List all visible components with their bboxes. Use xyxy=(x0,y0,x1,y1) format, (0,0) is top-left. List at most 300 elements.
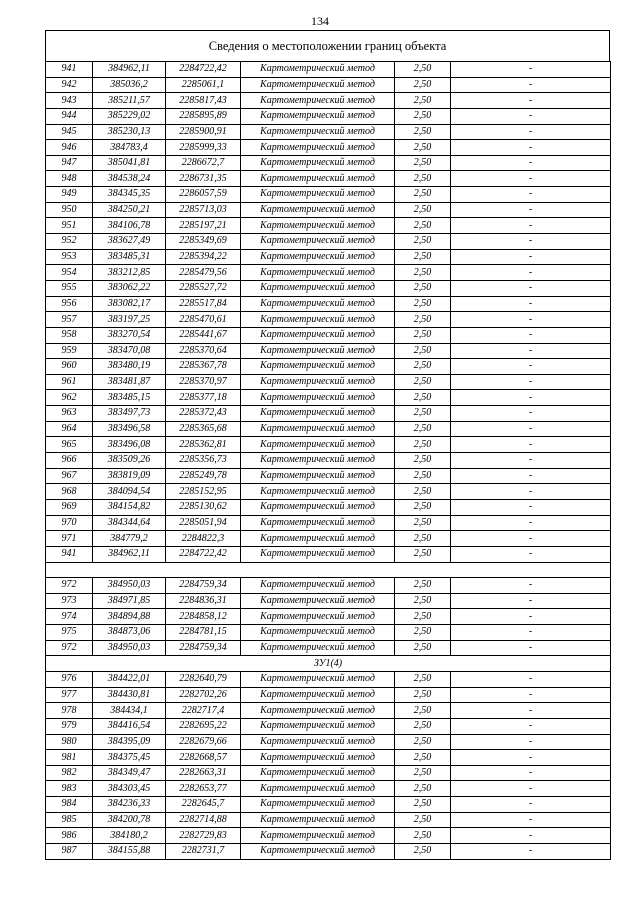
x-coordinate-cell: 385229,02 xyxy=(93,108,166,124)
table-row xyxy=(46,218,611,234)
accuracy-cell: 2,50 xyxy=(395,593,451,609)
x-coordinate-cell: 384106,78 xyxy=(93,218,166,234)
table-row xyxy=(46,687,611,703)
method-cell: Картометрический метод xyxy=(241,218,395,234)
table-row xyxy=(46,453,611,469)
table-row xyxy=(46,546,611,562)
table-row xyxy=(46,468,611,484)
method-cell: Картометрический метод xyxy=(241,515,395,531)
description-cell: - xyxy=(451,234,611,250)
y-coordinate-cell: 2282668,57 xyxy=(166,750,241,766)
table-row xyxy=(46,828,611,844)
accuracy-cell: 2,50 xyxy=(395,578,451,594)
method-cell: Картометрический метод xyxy=(241,531,395,547)
method-cell: Картометрический метод xyxy=(241,77,395,93)
point-number-cell: 986 xyxy=(46,828,93,844)
x-coordinate-cell: 384375,45 xyxy=(93,750,166,766)
x-coordinate-cell: 383480,19 xyxy=(93,359,166,375)
accuracy-cell: 2,50 xyxy=(395,797,451,813)
x-coordinate-cell: 383819,09 xyxy=(93,468,166,484)
point-number-cell: 945 xyxy=(46,124,93,140)
point-number-cell: 982 xyxy=(46,765,93,781)
method-cell: Картометрический метод xyxy=(241,62,395,78)
y-coordinate-cell: 2285249,78 xyxy=(166,468,241,484)
boundary-sheet xyxy=(45,30,610,860)
description-cell: - xyxy=(451,124,611,140)
y-coordinate-cell: 2284781,15 xyxy=(166,625,241,641)
accuracy-cell: 2,50 xyxy=(395,155,451,171)
y-coordinate-cell: 2282663,31 xyxy=(166,765,241,781)
accuracy-cell: 2,50 xyxy=(395,218,451,234)
method-cell: Картометрический метод xyxy=(241,374,395,390)
description-cell: - xyxy=(451,781,611,797)
point-number-cell: 942 xyxy=(46,77,93,93)
table-row xyxy=(46,593,611,609)
point-number-cell: 978 xyxy=(46,703,93,719)
description-cell: - xyxy=(451,734,611,750)
accuracy-cell: 2,50 xyxy=(395,546,451,562)
table-row xyxy=(46,781,611,797)
method-cell: Картометрический метод xyxy=(241,484,395,500)
method-cell: Картометрический метод xyxy=(241,359,395,375)
accuracy-cell: 2,50 xyxy=(395,327,451,343)
x-coordinate-cell: 384416,54 xyxy=(93,718,166,734)
accuracy-cell: 2,50 xyxy=(395,249,451,265)
description-cell: - xyxy=(451,77,611,93)
blank-cell xyxy=(46,562,611,578)
x-coordinate-cell: 383082,17 xyxy=(93,296,166,312)
y-coordinate-cell: 2285152,95 xyxy=(166,484,241,500)
method-cell: Картометрический метод xyxy=(241,312,395,328)
method-cell: Картометрический метод xyxy=(241,93,395,109)
accuracy-cell: 2,50 xyxy=(395,734,451,750)
method-cell: Картометрический метод xyxy=(241,781,395,797)
y-coordinate-cell: 2286672,7 xyxy=(166,155,241,171)
table-row xyxy=(46,797,611,813)
y-coordinate-cell: 2285356,73 xyxy=(166,453,241,469)
y-coordinate-cell: 2285367,78 xyxy=(166,359,241,375)
x-coordinate-cell: 383496,08 xyxy=(93,437,166,453)
y-coordinate-cell: 2282695,22 xyxy=(166,718,241,734)
description-cell: - xyxy=(451,625,611,641)
method-cell: Картометрический метод xyxy=(241,124,395,140)
x-coordinate-cell: 384971,85 xyxy=(93,593,166,609)
method-cell: Картометрический метод xyxy=(241,750,395,766)
description-cell: - xyxy=(451,140,611,156)
description-cell: - xyxy=(451,593,611,609)
method-cell: Картометрический метод xyxy=(241,155,395,171)
method-cell: Картометрический метод xyxy=(241,202,395,218)
table-header-title: Сведения о местоположении границ объекта xyxy=(45,30,610,61)
method-cell: Картометрический метод xyxy=(241,171,395,187)
accuracy-cell: 2,50 xyxy=(395,453,451,469)
accuracy-cell: 2,50 xyxy=(395,296,451,312)
x-coordinate-cell: 384422,01 xyxy=(93,671,166,687)
accuracy-cell: 2,50 xyxy=(395,625,451,641)
method-cell: Картометрический метод xyxy=(241,703,395,719)
point-number-cell: 971 xyxy=(46,531,93,547)
table-row xyxy=(46,703,611,719)
table-row xyxy=(46,750,611,766)
table-row xyxy=(46,124,611,140)
description-cell: - xyxy=(451,62,611,78)
x-coordinate-cell: 384236,33 xyxy=(93,797,166,813)
y-coordinate-cell: 2285527,72 xyxy=(166,280,241,296)
accuracy-cell: 2,50 xyxy=(395,812,451,828)
description-cell: - xyxy=(451,671,611,687)
accuracy-cell: 2,50 xyxy=(395,280,451,296)
point-number-cell: 959 xyxy=(46,343,93,359)
description-cell: - xyxy=(451,187,611,203)
accuracy-cell: 2,50 xyxy=(395,718,451,734)
point-number-cell: 973 xyxy=(46,593,93,609)
point-number-cell: 946 xyxy=(46,140,93,156)
accuracy-cell: 2,50 xyxy=(395,202,451,218)
y-coordinate-cell: 2285370,64 xyxy=(166,343,241,359)
x-coordinate-cell: 384345,35 xyxy=(93,187,166,203)
table-row xyxy=(46,234,611,250)
table-row xyxy=(46,515,611,531)
y-coordinate-cell: 2285441,67 xyxy=(166,327,241,343)
description-cell: - xyxy=(451,812,611,828)
x-coordinate-cell: 384950,03 xyxy=(93,578,166,594)
point-number-cell: 954 xyxy=(46,265,93,281)
method-cell: Картометрический метод xyxy=(241,140,395,156)
x-coordinate-cell: 384430,81 xyxy=(93,687,166,703)
point-number-cell: 948 xyxy=(46,171,93,187)
description-cell: - xyxy=(451,437,611,453)
x-coordinate-cell: 384303,45 xyxy=(93,781,166,797)
y-coordinate-cell: 2285349,69 xyxy=(166,234,241,250)
y-coordinate-cell: 2282645,7 xyxy=(166,797,241,813)
accuracy-cell: 2,50 xyxy=(395,406,451,422)
accuracy-cell: 2,50 xyxy=(395,468,451,484)
x-coordinate-cell: 384395,09 xyxy=(93,734,166,750)
table-row xyxy=(46,390,611,406)
table-row xyxy=(46,140,611,156)
y-coordinate-cell: 2285470,61 xyxy=(166,312,241,328)
y-coordinate-cell: 2285999,33 xyxy=(166,140,241,156)
method-cell: Картометрический метод xyxy=(241,187,395,203)
accuracy-cell: 2,50 xyxy=(395,640,451,656)
method-cell: Картометрический метод xyxy=(241,609,395,625)
accuracy-cell: 2,50 xyxy=(395,421,451,437)
method-cell: Картометрический метод xyxy=(241,765,395,781)
y-coordinate-cell: 2284836,31 xyxy=(166,593,241,609)
y-coordinate-cell: 2284722,42 xyxy=(166,546,241,562)
table-row xyxy=(46,437,611,453)
x-coordinate-cell: 384434,1 xyxy=(93,703,166,719)
accuracy-cell: 2,50 xyxy=(395,234,451,250)
x-coordinate-cell: 385036,2 xyxy=(93,77,166,93)
point-number-cell: 965 xyxy=(46,437,93,453)
blank-separator-row xyxy=(46,562,611,578)
point-number-cell: 964 xyxy=(46,421,93,437)
table-row xyxy=(46,765,611,781)
y-coordinate-cell: 2282731,7 xyxy=(166,844,241,860)
y-coordinate-cell: 2285377,18 xyxy=(166,390,241,406)
description-cell: - xyxy=(451,546,611,562)
table-row xyxy=(46,609,611,625)
point-number-cell: 943 xyxy=(46,93,93,109)
y-coordinate-cell: 2285517,84 xyxy=(166,296,241,312)
y-coordinate-cell: 2282729,83 xyxy=(166,828,241,844)
table-row xyxy=(46,249,611,265)
description-cell: - xyxy=(451,108,611,124)
accuracy-cell: 2,50 xyxy=(395,265,451,281)
description-cell: - xyxy=(451,531,611,547)
y-coordinate-cell: 2285365,68 xyxy=(166,421,241,437)
point-number-cell: 979 xyxy=(46,718,93,734)
description-cell: - xyxy=(451,687,611,703)
x-coordinate-cell: 383485,15 xyxy=(93,390,166,406)
description-cell: - xyxy=(451,202,611,218)
y-coordinate-cell: 2284759,34 xyxy=(166,640,241,656)
description-cell: - xyxy=(451,343,611,359)
x-coordinate-cell: 384873,06 xyxy=(93,625,166,641)
y-coordinate-cell: 2285900,91 xyxy=(166,124,241,140)
description-cell: - xyxy=(451,640,611,656)
table-row xyxy=(46,265,611,281)
section-label-row xyxy=(46,656,611,672)
description-cell: - xyxy=(451,765,611,781)
y-coordinate-cell: 2282640,79 xyxy=(166,671,241,687)
x-coordinate-cell: 383212,85 xyxy=(93,265,166,281)
accuracy-cell: 2,50 xyxy=(395,187,451,203)
description-cell: - xyxy=(451,578,611,594)
point-number-cell: 969 xyxy=(46,499,93,515)
x-coordinate-cell: 385041,81 xyxy=(93,155,166,171)
point-number-cell: 952 xyxy=(46,234,93,250)
x-coordinate-cell: 384094,54 xyxy=(93,484,166,500)
method-cell: Картометрический метод xyxy=(241,546,395,562)
x-coordinate-cell: 384962,11 xyxy=(93,62,166,78)
table-row xyxy=(46,531,611,547)
accuracy-cell: 2,50 xyxy=(395,312,451,328)
method-cell: Картометрический метод xyxy=(241,108,395,124)
point-number-cell: 958 xyxy=(46,327,93,343)
method-cell: Картометрический метод xyxy=(241,390,395,406)
table-row xyxy=(46,155,611,171)
x-coordinate-cell: 384538,24 xyxy=(93,171,166,187)
description-cell: - xyxy=(451,155,611,171)
method-cell: Картометрический метод xyxy=(241,499,395,515)
method-cell: Картометрический метод xyxy=(241,296,395,312)
point-number-cell: 981 xyxy=(46,750,93,766)
y-coordinate-cell: 2282679,66 xyxy=(166,734,241,750)
table-row xyxy=(46,734,611,750)
y-coordinate-cell: 2284822,3 xyxy=(166,531,241,547)
point-number-cell: 963 xyxy=(46,406,93,422)
x-coordinate-cell: 383270,54 xyxy=(93,327,166,343)
method-cell: Картометрический метод xyxy=(241,234,395,250)
accuracy-cell: 2,50 xyxy=(395,671,451,687)
description-cell: - xyxy=(451,797,611,813)
description-cell: - xyxy=(451,218,611,234)
section-label: ЗУ1(4) xyxy=(46,656,611,672)
y-coordinate-cell: 2285130,62 xyxy=(166,499,241,515)
table-row xyxy=(46,578,611,594)
accuracy-cell: 2,50 xyxy=(395,687,451,703)
point-number-cell: 972 xyxy=(46,578,93,594)
method-cell: Картометрический метод xyxy=(241,327,395,343)
y-coordinate-cell: 2285394,22 xyxy=(166,249,241,265)
point-number-cell: 950 xyxy=(46,202,93,218)
point-number-cell: 972 xyxy=(46,640,93,656)
table-row xyxy=(46,77,611,93)
y-coordinate-cell: 2285197,21 xyxy=(166,218,241,234)
table-row xyxy=(46,187,611,203)
method-cell: Картометрический метод xyxy=(241,421,395,437)
accuracy-cell: 2,50 xyxy=(395,93,451,109)
method-cell: Картометрический метод xyxy=(241,343,395,359)
description-cell: - xyxy=(451,844,611,860)
description-cell: - xyxy=(451,374,611,390)
point-number-cell: 980 xyxy=(46,734,93,750)
table-row xyxy=(46,93,611,109)
point-number-cell: 983 xyxy=(46,781,93,797)
table-row xyxy=(46,327,611,343)
method-cell: Картометрический метод xyxy=(241,797,395,813)
point-number-cell: 947 xyxy=(46,155,93,171)
page-number: 134 xyxy=(311,14,329,28)
point-number-cell: 974 xyxy=(46,609,93,625)
table-row xyxy=(46,343,611,359)
y-coordinate-cell: 2285370,97 xyxy=(166,374,241,390)
x-coordinate-cell: 384154,82 xyxy=(93,499,166,515)
x-coordinate-cell: 383509,26 xyxy=(93,453,166,469)
x-coordinate-cell: 383497,73 xyxy=(93,406,166,422)
method-cell: Картометрический метод xyxy=(241,453,395,469)
accuracy-cell: 2,50 xyxy=(395,750,451,766)
y-coordinate-cell: 2285895,89 xyxy=(166,108,241,124)
method-cell: Картометрический метод xyxy=(241,734,395,750)
point-number-cell: 951 xyxy=(46,218,93,234)
y-coordinate-cell: 2285372,43 xyxy=(166,406,241,422)
method-cell: Картометрический метод xyxy=(241,280,395,296)
y-coordinate-cell: 2282717,4 xyxy=(166,703,241,719)
table-row xyxy=(46,625,611,641)
x-coordinate-cell: 384250,21 xyxy=(93,202,166,218)
point-number-cell: 985 xyxy=(46,812,93,828)
y-coordinate-cell: 2282653,77 xyxy=(166,781,241,797)
y-coordinate-cell: 2282714,88 xyxy=(166,812,241,828)
table-row xyxy=(46,421,611,437)
accuracy-cell: 2,50 xyxy=(395,108,451,124)
y-coordinate-cell: 2284722,42 xyxy=(166,62,241,78)
x-coordinate-cell: 384344,64 xyxy=(93,515,166,531)
x-coordinate-cell: 383485,31 xyxy=(93,249,166,265)
point-number-cell: 987 xyxy=(46,844,93,860)
description-cell: - xyxy=(451,421,611,437)
description-cell: - xyxy=(451,484,611,500)
y-coordinate-cell: 2285362,81 xyxy=(166,437,241,453)
y-coordinate-cell: 2284759,34 xyxy=(166,578,241,594)
point-number-cell: 960 xyxy=(46,359,93,375)
accuracy-cell: 2,50 xyxy=(395,828,451,844)
description-cell: - xyxy=(451,390,611,406)
description-cell: - xyxy=(451,312,611,328)
table-row xyxy=(46,312,611,328)
table-row xyxy=(46,812,611,828)
table-row xyxy=(46,406,611,422)
point-number-cell: 941 xyxy=(46,546,93,562)
method-cell: Картометрический метод xyxy=(241,265,395,281)
x-coordinate-cell: 384200,78 xyxy=(93,812,166,828)
description-cell: - xyxy=(451,718,611,734)
method-cell: Картометрический метод xyxy=(241,625,395,641)
table-row xyxy=(46,499,611,515)
method-cell: Картометрический метод xyxy=(241,578,395,594)
table-row xyxy=(46,640,611,656)
method-cell: Картометрический метод xyxy=(241,828,395,844)
x-coordinate-cell: 383470,08 xyxy=(93,343,166,359)
method-cell: Картометрический метод xyxy=(241,437,395,453)
point-number-cell: 984 xyxy=(46,797,93,813)
point-number-cell: 962 xyxy=(46,390,93,406)
accuracy-cell: 2,50 xyxy=(395,437,451,453)
x-coordinate-cell: 383496,58 xyxy=(93,421,166,437)
point-number-cell: 967 xyxy=(46,468,93,484)
x-coordinate-cell: 384155,88 xyxy=(93,844,166,860)
x-coordinate-cell: 384962,11 xyxy=(93,546,166,562)
accuracy-cell: 2,50 xyxy=(395,390,451,406)
y-coordinate-cell: 2285817,43 xyxy=(166,93,241,109)
accuracy-cell: 2,50 xyxy=(395,140,451,156)
table-row xyxy=(46,62,611,78)
description-cell: - xyxy=(451,468,611,484)
table-row xyxy=(46,359,611,375)
accuracy-cell: 2,50 xyxy=(395,77,451,93)
method-cell: Картометрический метод xyxy=(241,593,395,609)
point-number-cell: 976 xyxy=(46,671,93,687)
y-coordinate-cell: 2282702,26 xyxy=(166,687,241,703)
x-coordinate-cell: 384180,2 xyxy=(93,828,166,844)
description-cell: - xyxy=(451,499,611,515)
accuracy-cell: 2,50 xyxy=(395,765,451,781)
accuracy-cell: 2,50 xyxy=(395,62,451,78)
method-cell: Картометрический метод xyxy=(241,812,395,828)
description-cell: - xyxy=(451,406,611,422)
point-number-cell: 941 xyxy=(46,62,93,78)
x-coordinate-cell: 385230,13 xyxy=(93,124,166,140)
x-coordinate-cell: 384783,4 xyxy=(93,140,166,156)
description-cell: - xyxy=(451,453,611,469)
x-coordinate-cell: 385211,57 xyxy=(93,93,166,109)
point-number-cell: 968 xyxy=(46,484,93,500)
description-cell: - xyxy=(451,359,611,375)
method-cell: Картометрический метод xyxy=(241,671,395,687)
description-cell: - xyxy=(451,327,611,343)
point-number-cell: 966 xyxy=(46,453,93,469)
accuracy-cell: 2,50 xyxy=(395,359,451,375)
accuracy-cell: 2,50 xyxy=(395,844,451,860)
accuracy-cell: 2,50 xyxy=(395,171,451,187)
point-number-cell: 949 xyxy=(46,187,93,203)
y-coordinate-cell: 2286057,59 xyxy=(166,187,241,203)
point-number-cell: 953 xyxy=(46,249,93,265)
point-number-cell: 956 xyxy=(46,296,93,312)
y-coordinate-cell: 2285051,94 xyxy=(166,515,241,531)
accuracy-cell: 2,50 xyxy=(395,515,451,531)
point-number-cell: 961 xyxy=(46,374,93,390)
table-row xyxy=(46,374,611,390)
description-cell: - xyxy=(451,750,611,766)
method-cell: Картометрический метод xyxy=(241,406,395,422)
method-cell: Картометрический метод xyxy=(241,687,395,703)
point-number-cell: 944 xyxy=(46,108,93,124)
description-cell: - xyxy=(451,828,611,844)
